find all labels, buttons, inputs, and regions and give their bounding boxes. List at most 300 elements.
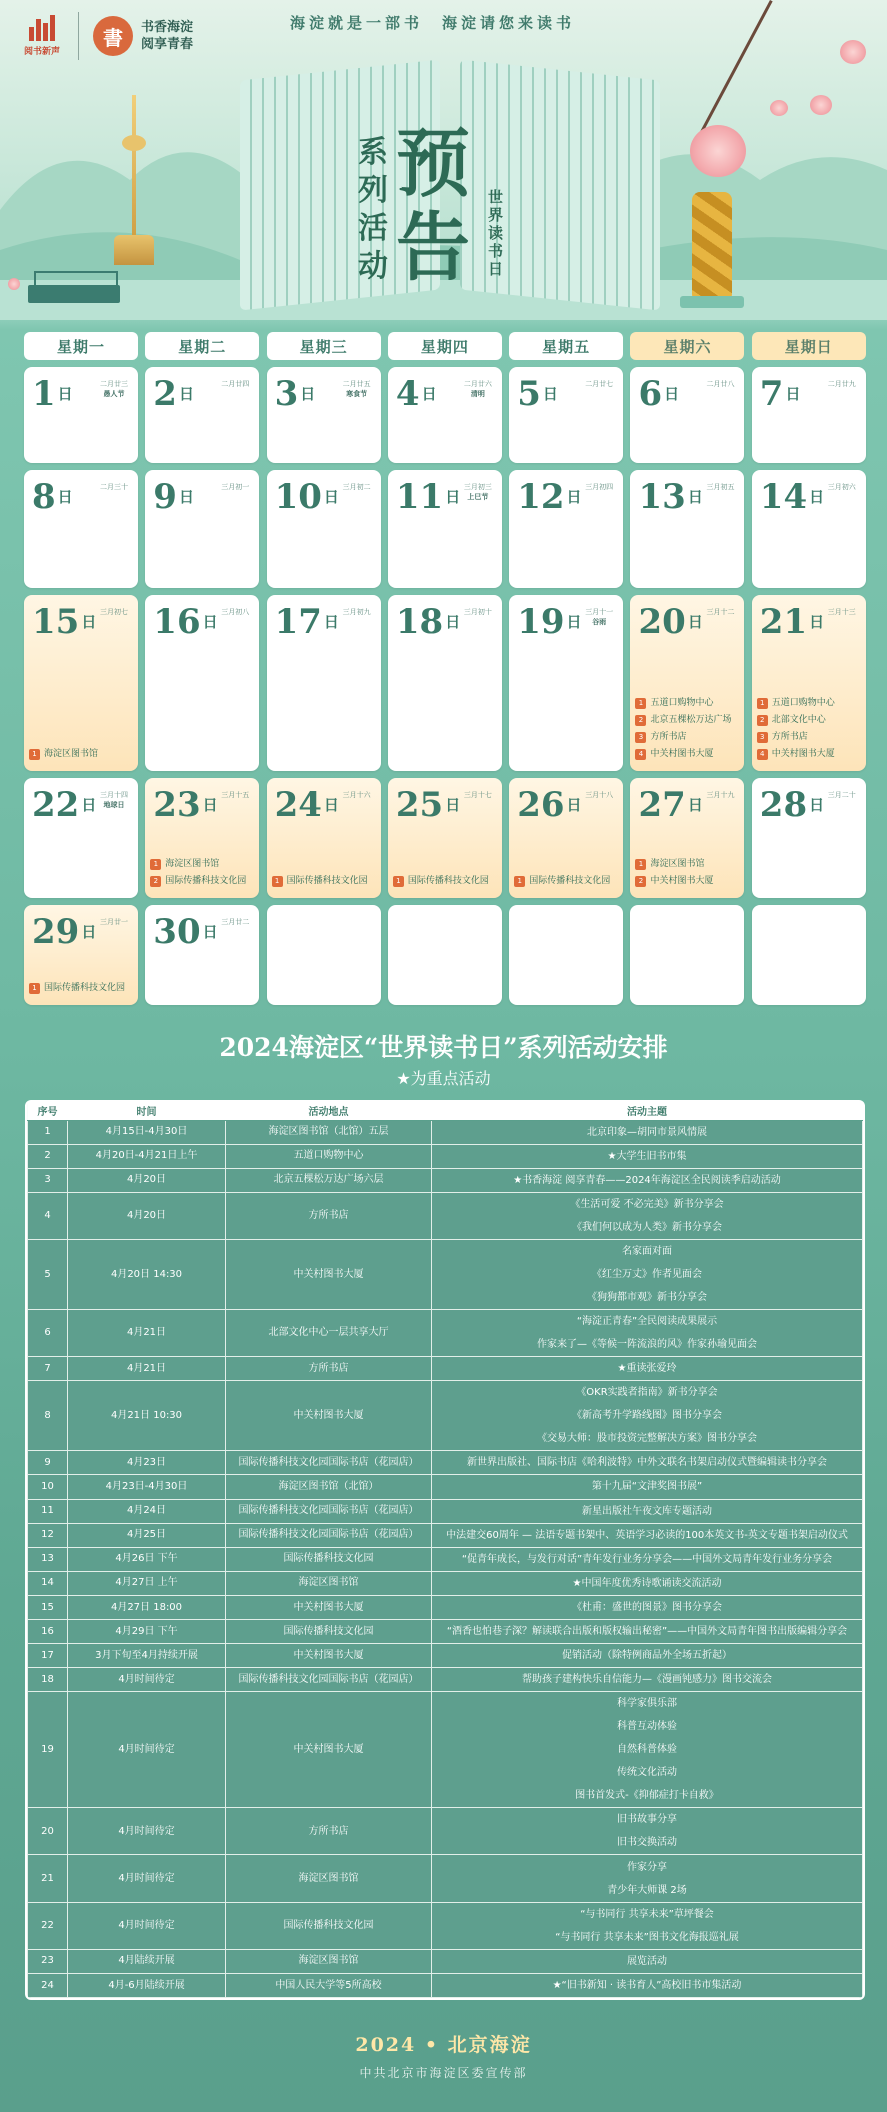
event-venue-text: 国际传播科技文化园 xyxy=(286,876,368,886)
day-suffix: 日 xyxy=(664,385,680,403)
day-number xyxy=(274,785,339,825)
cell-place: 国际传播科技文化园 xyxy=(226,1547,432,1571)
table-row xyxy=(28,1855,863,1902)
cell-no: 11 xyxy=(28,1499,68,1523)
day-number-value: 1 xyxy=(32,374,56,414)
lunar-date xyxy=(100,482,128,492)
calendar-day-cell xyxy=(145,905,259,1005)
calendar-empty-cell xyxy=(267,905,381,1005)
day-events xyxy=(393,873,499,890)
lunar-date-text: 三月十一 xyxy=(585,608,614,616)
day-suffix: 日 xyxy=(178,385,194,403)
day-events xyxy=(757,695,863,763)
calendar-day-cell xyxy=(388,367,502,463)
cell-time: 4月21日 xyxy=(68,1357,226,1381)
topic-line: “海淀正青春”全民阅读成果展示 xyxy=(576,1316,718,1328)
cell-topic xyxy=(432,1451,863,1475)
cell-topic xyxy=(432,1120,863,1144)
topic-line: ★大学生旧书市集 xyxy=(607,1150,687,1162)
title-preview: 预告 xyxy=(396,121,470,291)
lunar-date-text: 三月初四 xyxy=(585,483,614,491)
col-header-time: 时间 xyxy=(68,1102,226,1120)
table-row xyxy=(28,1451,863,1475)
day-number xyxy=(32,912,97,952)
day-number-value: 15 xyxy=(32,602,80,642)
day-event-item xyxy=(757,729,863,746)
lunar-date-text: 三月廿一 xyxy=(100,918,128,926)
day-suffix: 日 xyxy=(809,796,825,814)
day-suffix: 日 xyxy=(323,613,339,631)
cell-time: 4月-6月陆续开展 xyxy=(68,1973,226,1997)
event-number-badge: 4 xyxy=(757,749,768,760)
calendar-day-cell xyxy=(509,778,623,898)
weekday-tue: 星期二 xyxy=(145,332,259,360)
day-suffix: 日 xyxy=(687,613,703,631)
lunar-date-text: 三月十八 xyxy=(585,791,614,799)
cell-topic xyxy=(432,1192,863,1239)
cell-no: 6 xyxy=(28,1310,68,1357)
day-suffix: 日 xyxy=(57,385,73,403)
day-number xyxy=(32,477,73,517)
day-number xyxy=(153,912,218,952)
festival-label: 清明 xyxy=(470,390,485,398)
calendar-weeks xyxy=(24,367,864,1005)
calendar-week-row xyxy=(24,367,864,463)
lunar-date-text: 三月十二 xyxy=(706,608,735,616)
day-number xyxy=(759,785,825,825)
day-event-item xyxy=(757,695,863,712)
cell-topic xyxy=(432,1144,863,1168)
event-number-badge: 1 xyxy=(635,859,646,870)
day-number xyxy=(274,602,339,642)
cell-topic xyxy=(432,1239,863,1309)
day-number-value: 24 xyxy=(274,785,322,825)
cell-place: 海淀区图书馆 xyxy=(226,1571,432,1595)
event-venue-text: 国际传播科技文化园 xyxy=(407,876,489,886)
day-suffix: 日 xyxy=(809,613,825,631)
cell-time: 4月20日-4月21日上午 xyxy=(68,1144,226,1168)
cell-time: 4月时间待定 xyxy=(68,1808,226,1855)
day-suffix: 日 xyxy=(445,488,461,506)
topic-line: 帮助孩子建构快乐自信能力—《漫画钝感力》图书交流会 xyxy=(522,1673,772,1685)
calendar-day-cell xyxy=(630,367,744,463)
day-number xyxy=(395,374,437,414)
table-body xyxy=(28,1120,863,1998)
day-number xyxy=(759,374,801,414)
tv-tower-illustration xyxy=(128,95,140,265)
lunar-date xyxy=(464,379,492,399)
april-calendar xyxy=(24,332,864,1005)
logo-left-text: 阅书新声 xyxy=(23,47,60,57)
cell-place: 方所书店 xyxy=(226,1357,432,1381)
calendar-day-cell xyxy=(388,470,502,588)
lunar-date-text: 三月初八 xyxy=(221,608,250,616)
footer-organization: 中共北京市海淀区委宣传部 xyxy=(359,2066,528,2080)
calendar-day-cell xyxy=(145,595,259,771)
cell-place: 北京五棵松万达广场六层 xyxy=(226,1168,432,1192)
event-number-badge: 1 xyxy=(514,876,525,887)
lunar-date-text: 三月初三 xyxy=(463,483,492,491)
day-number xyxy=(32,785,97,825)
topic-line: 促销活动（除特例商品外全场五折起） xyxy=(562,1649,732,1661)
table-row xyxy=(28,1168,863,1192)
table-row xyxy=(28,1192,863,1239)
lunar-date xyxy=(828,607,856,617)
day-suffix: 日 xyxy=(81,796,97,814)
event-number-badge: 1 xyxy=(29,749,40,760)
day-suffix: 日 xyxy=(542,385,558,403)
cell-no: 4 xyxy=(28,1192,68,1239)
lunar-date xyxy=(706,607,734,617)
cell-place: 国际传播科技文化园 xyxy=(226,1619,432,1643)
blossom-flower-icon xyxy=(690,125,746,177)
event-number-badge: 1 xyxy=(150,859,161,870)
day-suffix: 日 xyxy=(323,488,339,506)
lunar-date-text: 三月初六 xyxy=(827,483,856,491)
cell-topic xyxy=(432,1523,863,1547)
footer-year: 2024 • 北京海淀 xyxy=(355,2034,532,2056)
weekday-sun: 星期日 xyxy=(752,332,866,360)
cell-time: 4月21日 10:30 xyxy=(68,1381,226,1451)
day-event-item xyxy=(635,873,741,890)
topic-line: 新星出版社午夜文库专题活动 xyxy=(582,1505,712,1517)
table-row xyxy=(28,1667,863,1691)
col-header-topic: 活动主题 xyxy=(432,1102,863,1120)
cell-topic xyxy=(432,1643,863,1667)
day-number-value: 30 xyxy=(153,912,201,952)
cell-no: 7 xyxy=(28,1357,68,1381)
day-number-value: 12 xyxy=(517,477,565,517)
topic-line: 第十九届“文津奖图书展” xyxy=(591,1481,703,1493)
day-event-item xyxy=(272,873,378,890)
cell-place: 中关村图书大厦 xyxy=(226,1692,432,1808)
lunar-date-text: 二月廿八 xyxy=(706,380,735,388)
lunar-date xyxy=(100,790,128,810)
day-number-value: 18 xyxy=(395,602,444,642)
event-number-badge: 1 xyxy=(393,876,404,887)
cell-time: 4月15日-4月30日 xyxy=(68,1120,226,1144)
cell-topic xyxy=(432,1310,863,1357)
calendar-day-cell xyxy=(388,778,502,898)
cell-no: 14 xyxy=(28,1571,68,1595)
lunar-date-text: 三月二十 xyxy=(827,791,856,799)
cell-no: 10 xyxy=(28,1475,68,1499)
lunar-date-text: 三月十四 xyxy=(100,791,128,799)
table-row xyxy=(28,1571,863,1595)
cell-topic xyxy=(432,1499,863,1523)
event-venue-text: 国际传播科技文化园 xyxy=(529,876,611,886)
weekday-mon: 星期一 xyxy=(24,332,138,360)
day-suffix: 日 xyxy=(687,488,703,506)
calendar-day-cell xyxy=(267,470,381,588)
event-venue-text: 中关村图书大厦 xyxy=(650,749,714,759)
cell-no: 9 xyxy=(28,1451,68,1475)
day-suffix: 日 xyxy=(81,923,97,941)
cell-time: 4月20日 14:30 xyxy=(68,1239,226,1309)
day-number-value: 5 xyxy=(517,374,541,414)
day-number xyxy=(638,477,703,517)
cell-topic xyxy=(432,1547,863,1571)
day-number-value: 10 xyxy=(274,477,322,517)
day-event-item xyxy=(635,856,741,873)
cell-no: 13 xyxy=(28,1547,68,1571)
lunar-date-text: 三月廿二 xyxy=(221,918,250,926)
book-seal-icon: 書 xyxy=(93,16,133,56)
lunar-date xyxy=(100,379,128,399)
topic-line: 作家分享 xyxy=(627,1861,667,1873)
topic-line: “与书同行 共享未来”草坪餐会 xyxy=(580,1908,714,1920)
weekday-thu: 星期四 xyxy=(388,332,502,360)
lunar-date xyxy=(343,607,371,617)
calendar-empty-cell xyxy=(388,905,502,1005)
table-row xyxy=(28,1144,863,1168)
cell-topic xyxy=(432,1357,863,1381)
lunar-date xyxy=(828,379,856,389)
day-number-value: 7 xyxy=(759,374,784,414)
calendar-week-row xyxy=(24,905,864,1005)
day-suffix: 日 xyxy=(57,488,73,506)
event-number-badge: 1 xyxy=(757,698,768,709)
event-venue-text: 中关村图书大厦 xyxy=(771,749,835,759)
calendar-day-cell xyxy=(388,595,502,771)
topic-line: “与书同行 共享未来”图书文化海报巡礼展 xyxy=(555,1931,739,1943)
day-number xyxy=(517,374,558,414)
day-number xyxy=(517,602,582,642)
topic-line: 《杜甫：盛世的图景》图书分享会 xyxy=(572,1601,722,1613)
day-event-item xyxy=(757,746,863,763)
cell-place: 方所书店 xyxy=(226,1808,432,1855)
festival-label: 寒食节 xyxy=(346,390,368,398)
lunar-date xyxy=(585,482,613,492)
cell-topic xyxy=(432,1808,863,1855)
day-event-item xyxy=(635,712,741,729)
golden-sculpture-illustration xyxy=(692,192,732,302)
day-suffix: 日 xyxy=(445,613,461,631)
day-number-value: 28 xyxy=(759,785,808,825)
cell-topic xyxy=(432,1692,863,1808)
logo-line-1: 书香海淀 xyxy=(141,20,194,35)
event-number-badge: 2 xyxy=(635,876,646,887)
day-number-value: 6 xyxy=(638,374,663,414)
topic-line: 传统文化活动 xyxy=(617,1767,677,1779)
day-number xyxy=(395,477,461,517)
cell-time: 4月26日 下午 xyxy=(68,1547,226,1571)
day-suffix: 日 xyxy=(687,796,703,814)
cell-topic xyxy=(432,1475,863,1499)
day-events xyxy=(272,873,378,890)
event-venue-text: 国际传播科技文化园 xyxy=(165,876,247,886)
lunar-date xyxy=(585,607,613,627)
blossom-petal-icon xyxy=(8,278,20,290)
lunar-date xyxy=(706,790,734,800)
day-event-item xyxy=(29,746,135,763)
event-venue-text: 海淀区图书馆 xyxy=(165,859,220,869)
cell-no: 20 xyxy=(28,1808,68,1855)
calendar-day-cell xyxy=(267,778,381,898)
weekday-fri: 星期五 xyxy=(509,332,623,360)
lunar-date-text: 三月十三 xyxy=(827,608,856,616)
event-number-badge: 2 xyxy=(150,876,161,887)
cell-place: 海淀区图书馆（北馆） xyxy=(226,1475,432,1499)
lunar-date xyxy=(828,790,856,800)
day-number xyxy=(153,785,218,825)
calendar-day-cell xyxy=(752,367,866,463)
day-number-value: 20 xyxy=(638,602,686,642)
logo-divider xyxy=(78,12,79,60)
topic-line: 《生活可爱 不必完美》新书分享会 xyxy=(570,1198,724,1210)
weekday-wed: 星期三 xyxy=(267,332,381,360)
day-number-value: 14 xyxy=(759,477,808,517)
calendar-day-cell xyxy=(145,367,259,463)
calendar-day-cell xyxy=(509,367,623,463)
topic-line: “酒香也怕巷子深？解读联合出版和版权输出秘密”——中国外文局青年图书出版编辑分享会 xyxy=(446,1625,848,1637)
day-number-value: 3 xyxy=(274,374,299,414)
lunar-date xyxy=(221,790,249,800)
blossom-flower-icon xyxy=(770,100,788,116)
lunar-date-text: 二月三十 xyxy=(100,483,128,491)
cell-no: 3 xyxy=(28,1168,68,1192)
day-number xyxy=(153,602,218,642)
lunar-date xyxy=(343,482,371,492)
day-number xyxy=(638,785,703,825)
lunar-date xyxy=(343,379,371,399)
cell-no: 22 xyxy=(28,1902,68,1949)
calendar-week-row xyxy=(24,470,864,588)
cell-time: 4月23日-4月30日 xyxy=(68,1475,226,1499)
festival-label: 谷雨 xyxy=(592,618,607,626)
day-number xyxy=(153,374,194,414)
blossom-flower-icon xyxy=(840,40,866,64)
cell-time: 4月时间待定 xyxy=(68,1855,226,1902)
calendar-day-cell xyxy=(24,905,138,1005)
lunar-date xyxy=(343,790,371,800)
cell-place: 中关村图书大厦 xyxy=(226,1239,432,1309)
calendar-day-cell xyxy=(630,470,744,588)
table-row xyxy=(28,1475,863,1499)
calendar-week-row xyxy=(24,595,864,771)
day-number-value: 17 xyxy=(274,602,322,642)
day-suffix: 日 xyxy=(300,385,316,403)
day-suffix: 日 xyxy=(81,613,97,631)
cell-no: 21 xyxy=(28,1855,68,1902)
day-event-item xyxy=(514,873,620,890)
lunar-date xyxy=(828,482,856,492)
topic-line: 图书首发式-《抑郁症打卡自救》 xyxy=(575,1790,719,1802)
cell-topic xyxy=(432,1949,863,1973)
cell-topic xyxy=(432,1168,863,1192)
table-row xyxy=(28,1619,863,1643)
poster-header xyxy=(0,0,887,320)
table-row xyxy=(28,1595,863,1619)
event-number-badge: 1 xyxy=(272,876,283,887)
lunar-date-text: 二月廿六 xyxy=(463,380,492,388)
lunar-date xyxy=(464,790,492,800)
day-number xyxy=(517,785,582,825)
col-header-no: 序号 xyxy=(28,1102,68,1120)
cell-place: 北部文化中心一层共享大厅 xyxy=(226,1310,432,1357)
title-series-activities: 系列活动 xyxy=(358,135,388,284)
topic-line: 《我们何以成为人类》新书分享会 xyxy=(572,1221,722,1233)
table-row xyxy=(28,1239,863,1309)
lunar-date xyxy=(221,482,249,492)
lunar-date-text: 二月廿九 xyxy=(827,380,856,388)
day-number xyxy=(32,374,73,414)
day-event-item xyxy=(150,856,256,873)
calendar-day-cell xyxy=(752,470,866,588)
day-suffix: 日 xyxy=(202,796,218,814)
event-venue-text: 北部文化中心 xyxy=(771,715,826,725)
cell-place: 中关村图书大厦 xyxy=(226,1595,432,1619)
day-events xyxy=(150,856,256,890)
topic-line: 旧书故事分享 xyxy=(617,1814,677,1826)
cell-topic xyxy=(432,1381,863,1451)
event-venue-text: 海淀区图书馆 xyxy=(650,859,705,869)
cell-time: 4月25日 xyxy=(68,1523,226,1547)
table-row xyxy=(28,1310,863,1357)
day-number xyxy=(395,785,461,825)
calendar-week-row xyxy=(24,778,864,898)
cell-place: 中国人民大学等5所高校 xyxy=(226,1973,432,1997)
day-events xyxy=(635,695,741,763)
calendar-empty-cell xyxy=(630,905,744,1005)
cell-place: 海淀区图书馆 xyxy=(226,1949,432,1973)
event-number-badge: 1 xyxy=(29,983,40,994)
lunar-date-text: 二月廿七 xyxy=(585,380,614,388)
day-suffix: 日 xyxy=(421,385,437,403)
cell-time: 4月27日 18:00 xyxy=(68,1595,226,1619)
day-event-item xyxy=(150,873,256,890)
calendar-empty-cell xyxy=(509,905,623,1005)
cell-place: 海淀区图书馆（北馆）五层 xyxy=(226,1120,432,1144)
day-event-item xyxy=(635,695,741,712)
day-number xyxy=(759,602,825,642)
cell-place: 中关村图书大厦 xyxy=(226,1643,432,1667)
day-number-value: 8 xyxy=(32,477,56,517)
cell-place: 五道口购物中心 xyxy=(226,1144,432,1168)
lunar-date-text: 三月初二 xyxy=(342,483,371,491)
cell-topic xyxy=(432,1571,863,1595)
cell-no: 1 xyxy=(28,1120,68,1144)
day-number-value: 29 xyxy=(32,912,80,952)
cell-no: 19 xyxy=(28,1692,68,1808)
calendar-day-cell xyxy=(267,367,381,463)
table-row xyxy=(28,1381,863,1451)
day-number-value: 21 xyxy=(759,602,808,642)
topic-line: 《红尘万丈》作者见面会 xyxy=(592,1268,702,1280)
day-number xyxy=(759,477,825,517)
topic-line: 中法建交60周年 — 法语专题书架中、英语学习必读的100本英文书-英文专题书架启动仪式 xyxy=(446,1529,848,1541)
lunar-date xyxy=(585,790,613,800)
day-suffix: 日 xyxy=(202,923,218,941)
table-header-row xyxy=(28,1102,863,1120)
topic-line: 科普互动体验 xyxy=(617,1721,677,1733)
lunar-date xyxy=(221,917,249,927)
cell-no: 15 xyxy=(28,1595,68,1619)
lunar-date xyxy=(100,917,128,927)
table-row xyxy=(28,1973,863,1997)
lunar-date-text: 三月十六 xyxy=(342,791,371,799)
day-number-value: 13 xyxy=(638,477,686,517)
table-row xyxy=(28,1357,863,1381)
day-number xyxy=(638,602,703,642)
day-suffix: 日 xyxy=(566,796,582,814)
logo-line-2: 阅享青春 xyxy=(141,37,194,52)
calendar-day-cell xyxy=(145,778,259,898)
col-header-place: 活动地点 xyxy=(226,1102,432,1120)
table-row xyxy=(28,1499,863,1523)
calendar-day-cell xyxy=(509,470,623,588)
lunar-date xyxy=(221,379,249,389)
